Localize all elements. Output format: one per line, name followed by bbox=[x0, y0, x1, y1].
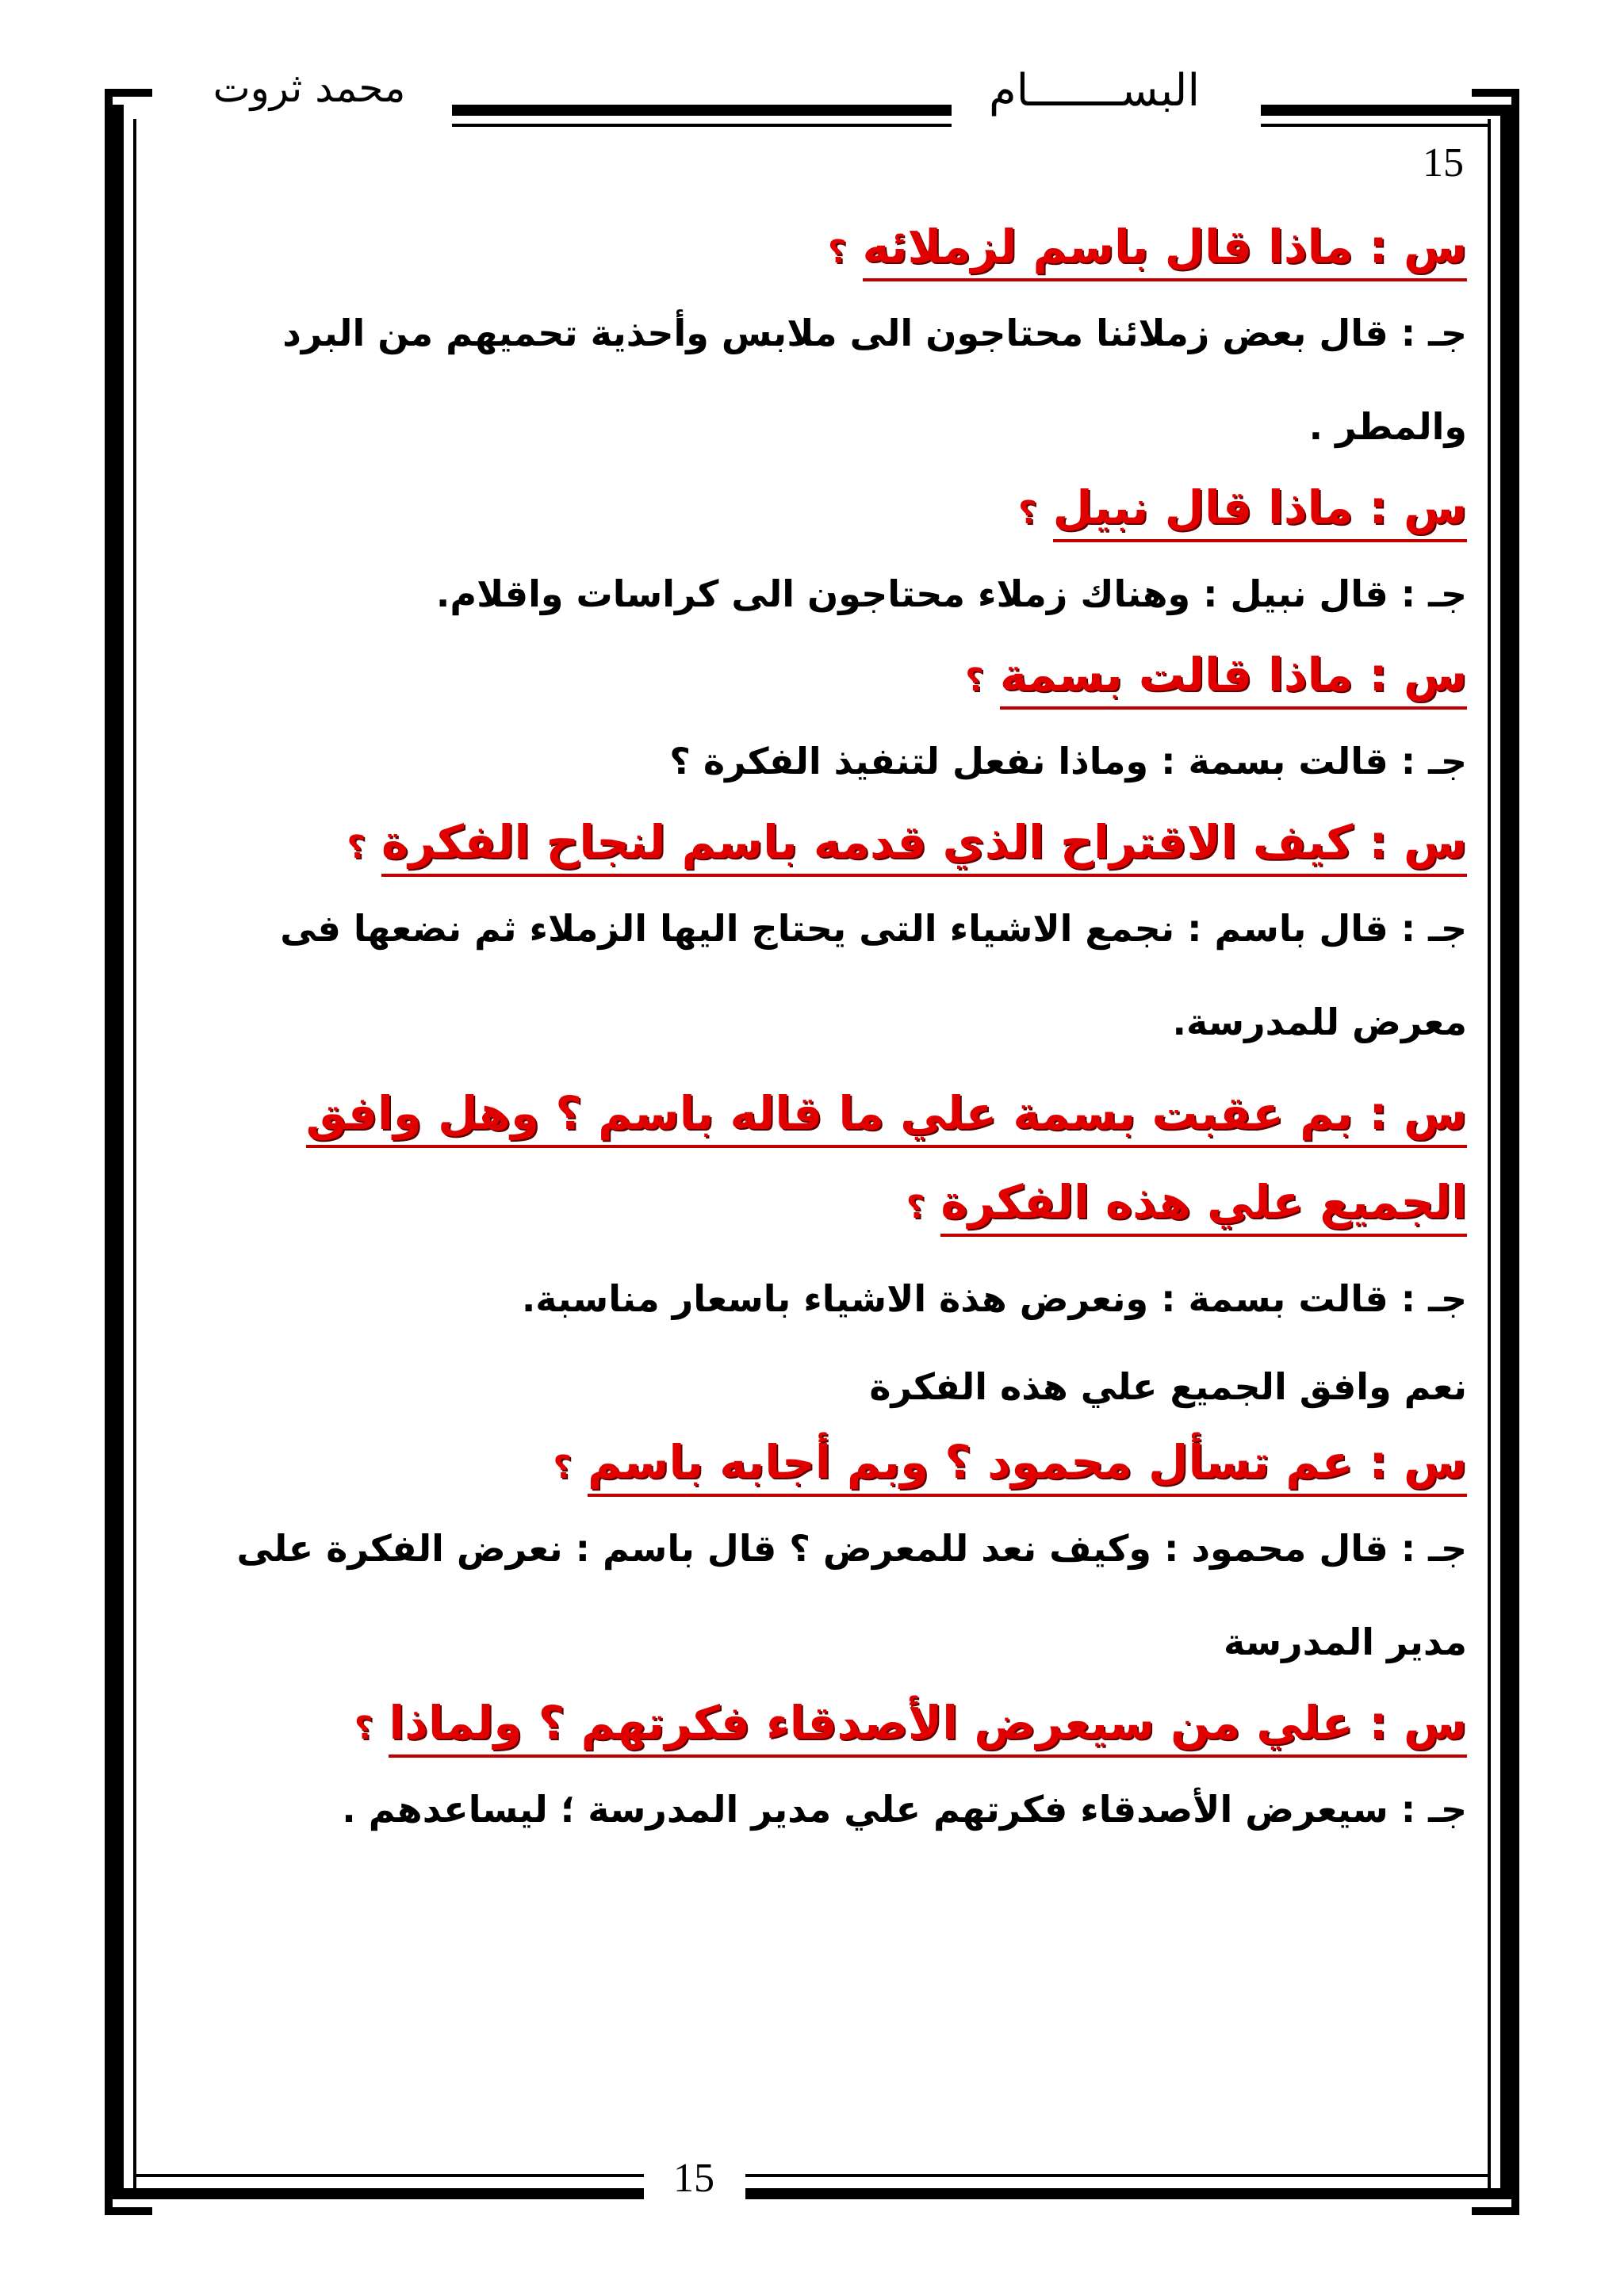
answer-5: جـ : قالت بسمة : ونعرض هذة الاشياء باسعار مناسبة. bbox=[521, 1277, 1467, 1320]
question-5: س : بم عقبت بسمة علي ما قاله باسم ؟ وهل وافق الجميع علي هذه الفكرة ؟ bbox=[214, 1069, 1467, 1252]
answer-7: جـ : سيعرض الأصدقاء فكرتهم علي مدير المدرسة ؛ ليساعدهم . bbox=[342, 1788, 1467, 1831]
question-2: س : ماذا قال نبيل ؟ bbox=[214, 473, 1467, 547]
question-1: س : ماذا قال باسم لزملائه ؟ bbox=[214, 212, 1467, 286]
page-frame-left bbox=[105, 105, 124, 2198]
question-7: س : علي من سيعرض الأصدقاء فكرتهم ؟ ولماذا ؟ bbox=[214, 1689, 1467, 1762]
page-frame-right bbox=[1500, 105, 1519, 2198]
answer-3: جـ : قالت بسمة : وماذا نفعل لتنفيذ الفكرة ؟ bbox=[669, 740, 1467, 783]
header-author: محمد ثروت bbox=[213, 65, 406, 111]
answer-5-line-2: نعم وافق الجميع علي هذه الفكرة bbox=[869, 1365, 1467, 1408]
answer-2: جـ : قال نبيل : وهناك زملاء محتاجون الى كراسات واقلام. bbox=[435, 572, 1467, 615]
answer-1: جـ : قال بعض زملائنا محتاجون الى ملابس وأحذية تحميهم من البرد والمطر . bbox=[282, 312, 1467, 448]
question-6: س : عم تسأل محمود ؟ وبم أجابه باسم ؟ bbox=[214, 1428, 1467, 1502]
header-rule-right bbox=[1261, 105, 1519, 116]
question-3: س : ماذا قالت بسمة ؟ bbox=[214, 641, 1467, 714]
footer-rule-left bbox=[105, 2188, 644, 2199]
question-4: س : كيف الاقتراح الذي قدمه باسم لنجاح الفكرة ؟ bbox=[214, 808, 1467, 882]
header-rule-left-thin bbox=[452, 124, 952, 127]
page-number-bottom: 15 bbox=[650, 2155, 737, 2202]
footer-rule-left-thin bbox=[133, 2174, 644, 2177]
footer-rule-right-thin bbox=[745, 2174, 1491, 2177]
header-rule-left bbox=[452, 105, 952, 116]
answer-6: جـ : قال محمود : وكيف نعد للمعرض ؟ قال باسم : نعرض الفكرة على مدير المدرسة bbox=[236, 1527, 1467, 1663]
header-rule-right-thin bbox=[1261, 124, 1491, 127]
header-title: البســـــــام bbox=[988, 65, 1201, 117]
page-frame-left-inner bbox=[133, 119, 136, 2188]
page-number-top: 15 bbox=[1423, 140, 1464, 186]
footer-rule-right bbox=[745, 2188, 1519, 2199]
page-frame-right-inner bbox=[1488, 119, 1491, 2188]
frame-corner-top-left bbox=[105, 89, 152, 116]
qa-content bbox=[214, 212, 1467, 1856]
answer-4: جـ : قال باسم : نجمع الاشياء التى يحتاج اليها الزملاء ثم نضعها فى معرض للمدرسة. bbox=[280, 907, 1467, 1043]
